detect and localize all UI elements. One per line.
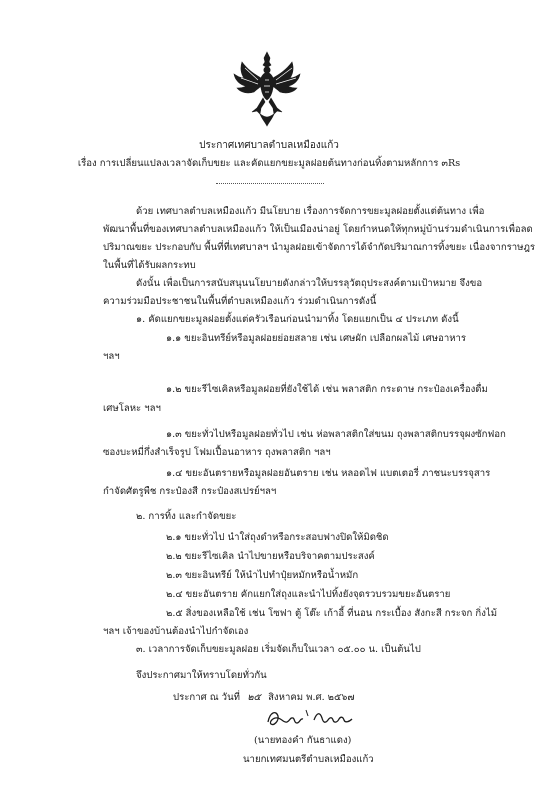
date-month-year: สิงหาคม พ.ศ. ๒๕๖๗ — [268, 692, 355, 703]
intro-line: พัฒนาพื้นที่ของเทศบาลตำบลเหมืองแก้ว ให้เป็นเมืองน่าอยู่ โดยกำหนดให้ทุกหมู่บ้านร่วมดำเนินการเพื่อลด — [103, 224, 533, 235]
item-2-3: ๒.๓ ขยะอินทรีย์ ให้นำไปทำปุ๋ยหมักหรือน้ำหมัก — [166, 570, 359, 581]
intro-line: ด้วย เทศบาลตำบลเหมืองแก้ว มีนโยบาย เรื่องการจัดการขยะมูลฝอยตั้งแต่ต้นทาง เพื่อ — [136, 206, 485, 217]
item-1-3-cont: ซองบะหมี่กึ่งสำเร็จรูป โฟมเปื้อนอาหาร ถุงพลาสติก ฯลฯ — [103, 447, 331, 458]
section-2-heading: ๒. การทิ้ง และกำจัดขยะ — [136, 511, 237, 522]
item-2-1: ๒.๑ ขยะทั่วไป นำใส่ถุงดำหรือกระสอบฟางปิดให้มิดชิด — [166, 532, 389, 543]
intro-line: ในพื้นที่ได้รับผลกระทบ — [103, 260, 196, 271]
date-day: ๒๕ — [247, 692, 261, 703]
announcement-title: ประกาศเทศบาลตำบลเหมืองแก้ว — [199, 140, 339, 151]
title-divider — [216, 183, 324, 184]
date-prefix: ประกาศ ณ วันที่ — [173, 692, 240, 703]
signer-title: นายกเทศมนตรีตำบลเหมืองแก้ว — [243, 754, 374, 765]
item-1-1-cont: ฯลฯ — [103, 351, 120, 362]
item-1-4: ๑.๔ ขยะอันตรายหรือมูลฝอยอันตราย เช่น หลอดไฟ แบตเตอรี่ ภาชนะบรรจุสาร — [166, 468, 491, 479]
item-2-5-cont: ฯลฯ เจ้าของบ้านต้องนำไปกำจัดเอง — [103, 626, 249, 637]
purpose-line: ความร่วมมือประชาชนในพื้นที่ตำบลเหมืองแก้ว ร่วมดำเนินการดังนี้ — [103, 296, 377, 307]
garuda-emblem-icon — [230, 48, 304, 128]
item-1-1: ๑.๑ ขยะอินทรีย์หรือมูลฝอยย่อยสลาย เช่น เศษผัก เปลือกผลไม้ เศษอาหาร — [166, 333, 467, 344]
item-1-2-cont: เศษโลหะ ฯลฯ — [103, 403, 161, 414]
item-1-2: ๑.๒ ขยะรีไซเคิลหรือมูลฝอยที่ยังใช้ได้ เช่น พลาสติก กระดาษ กระป๋องเครื่องดื่ม — [166, 384, 488, 395]
item-1-4-cont: กำจัดศัตรูพืช กระป๋องสี กระป๋องสเปรย์ฯลฯ — [103, 486, 277, 497]
intro-line: ปริมาณขยะ ประกอบกับ พื้นที่ที่เทศบาลฯ นำมูลฝอยเข้าจัดการได้จำกัดปริมาณการทิ้งขยะ เนื่องจากราษฎร — [103, 242, 536, 253]
announce-date — [173, 692, 355, 704]
handwritten-signature — [262, 708, 362, 730]
announcement-subject: เรื่อง การเปลี่ยนแปลงเวลาจัดเก็บขยะ และคัดแยกขยะมูลฝอยต้นทางก่อนทิ้งตามหลักการ ๓Rs — [77, 158, 461, 169]
purpose-line: ดังนั้น เพื่อเป็นการสนับสนุนนโยบายดังกล่าวให้บรรลุวัตถุประสงค์ตามเป้าหมาย จึงขอ — [136, 278, 483, 289]
item-2-4: ๒.๔ ขยะอันตราย คักแยกใส่ถุงและนำไปทิ้งยังจุดรวบรวมขยะอันตราย — [166, 589, 451, 600]
item-2-2: ๒.๒ ขยะรีไซเคิล นำไปขายหรือบริจาคตามประสงค์ — [166, 551, 375, 562]
section-1-heading: ๑. คัดแยกขยะมูลฝอยตั้งแต่ครัวเรือนก่อนนำมาทิ้ง โดยแยกเป็น ๔ ประเภท ดังนี้ — [136, 314, 459, 325]
signer-name: (นายทองคำ กันธาแดง) — [254, 735, 352, 746]
item-2-5: ๒.๕ สิ่งของเหลือใช้ เช่น โซฟา ตู้ โต๊ะ เก้าอี้ ที่นอน กระเบื้อง สังกะสี กระจก กิ่งไม้ — [166, 608, 498, 619]
item-1-3: ๑.๓ ขยะทั่วไปหรือมูลฝอยทั่วไป เช่น ห่อพลาสติกใส่ขนม ถุงพลาสติกบรรจุผงซักฟอก — [166, 429, 506, 440]
announce-line: จึงประกาศมาให้ทราบโดยทั่วกัน — [136, 670, 267, 681]
section-3: ๓. เวลาการจัดเก็บขยะมูลฝอย เริ่มจัดเก็บในเวลา ๐๕.๐๐ น. เป็นต้นไป — [136, 644, 421, 655]
